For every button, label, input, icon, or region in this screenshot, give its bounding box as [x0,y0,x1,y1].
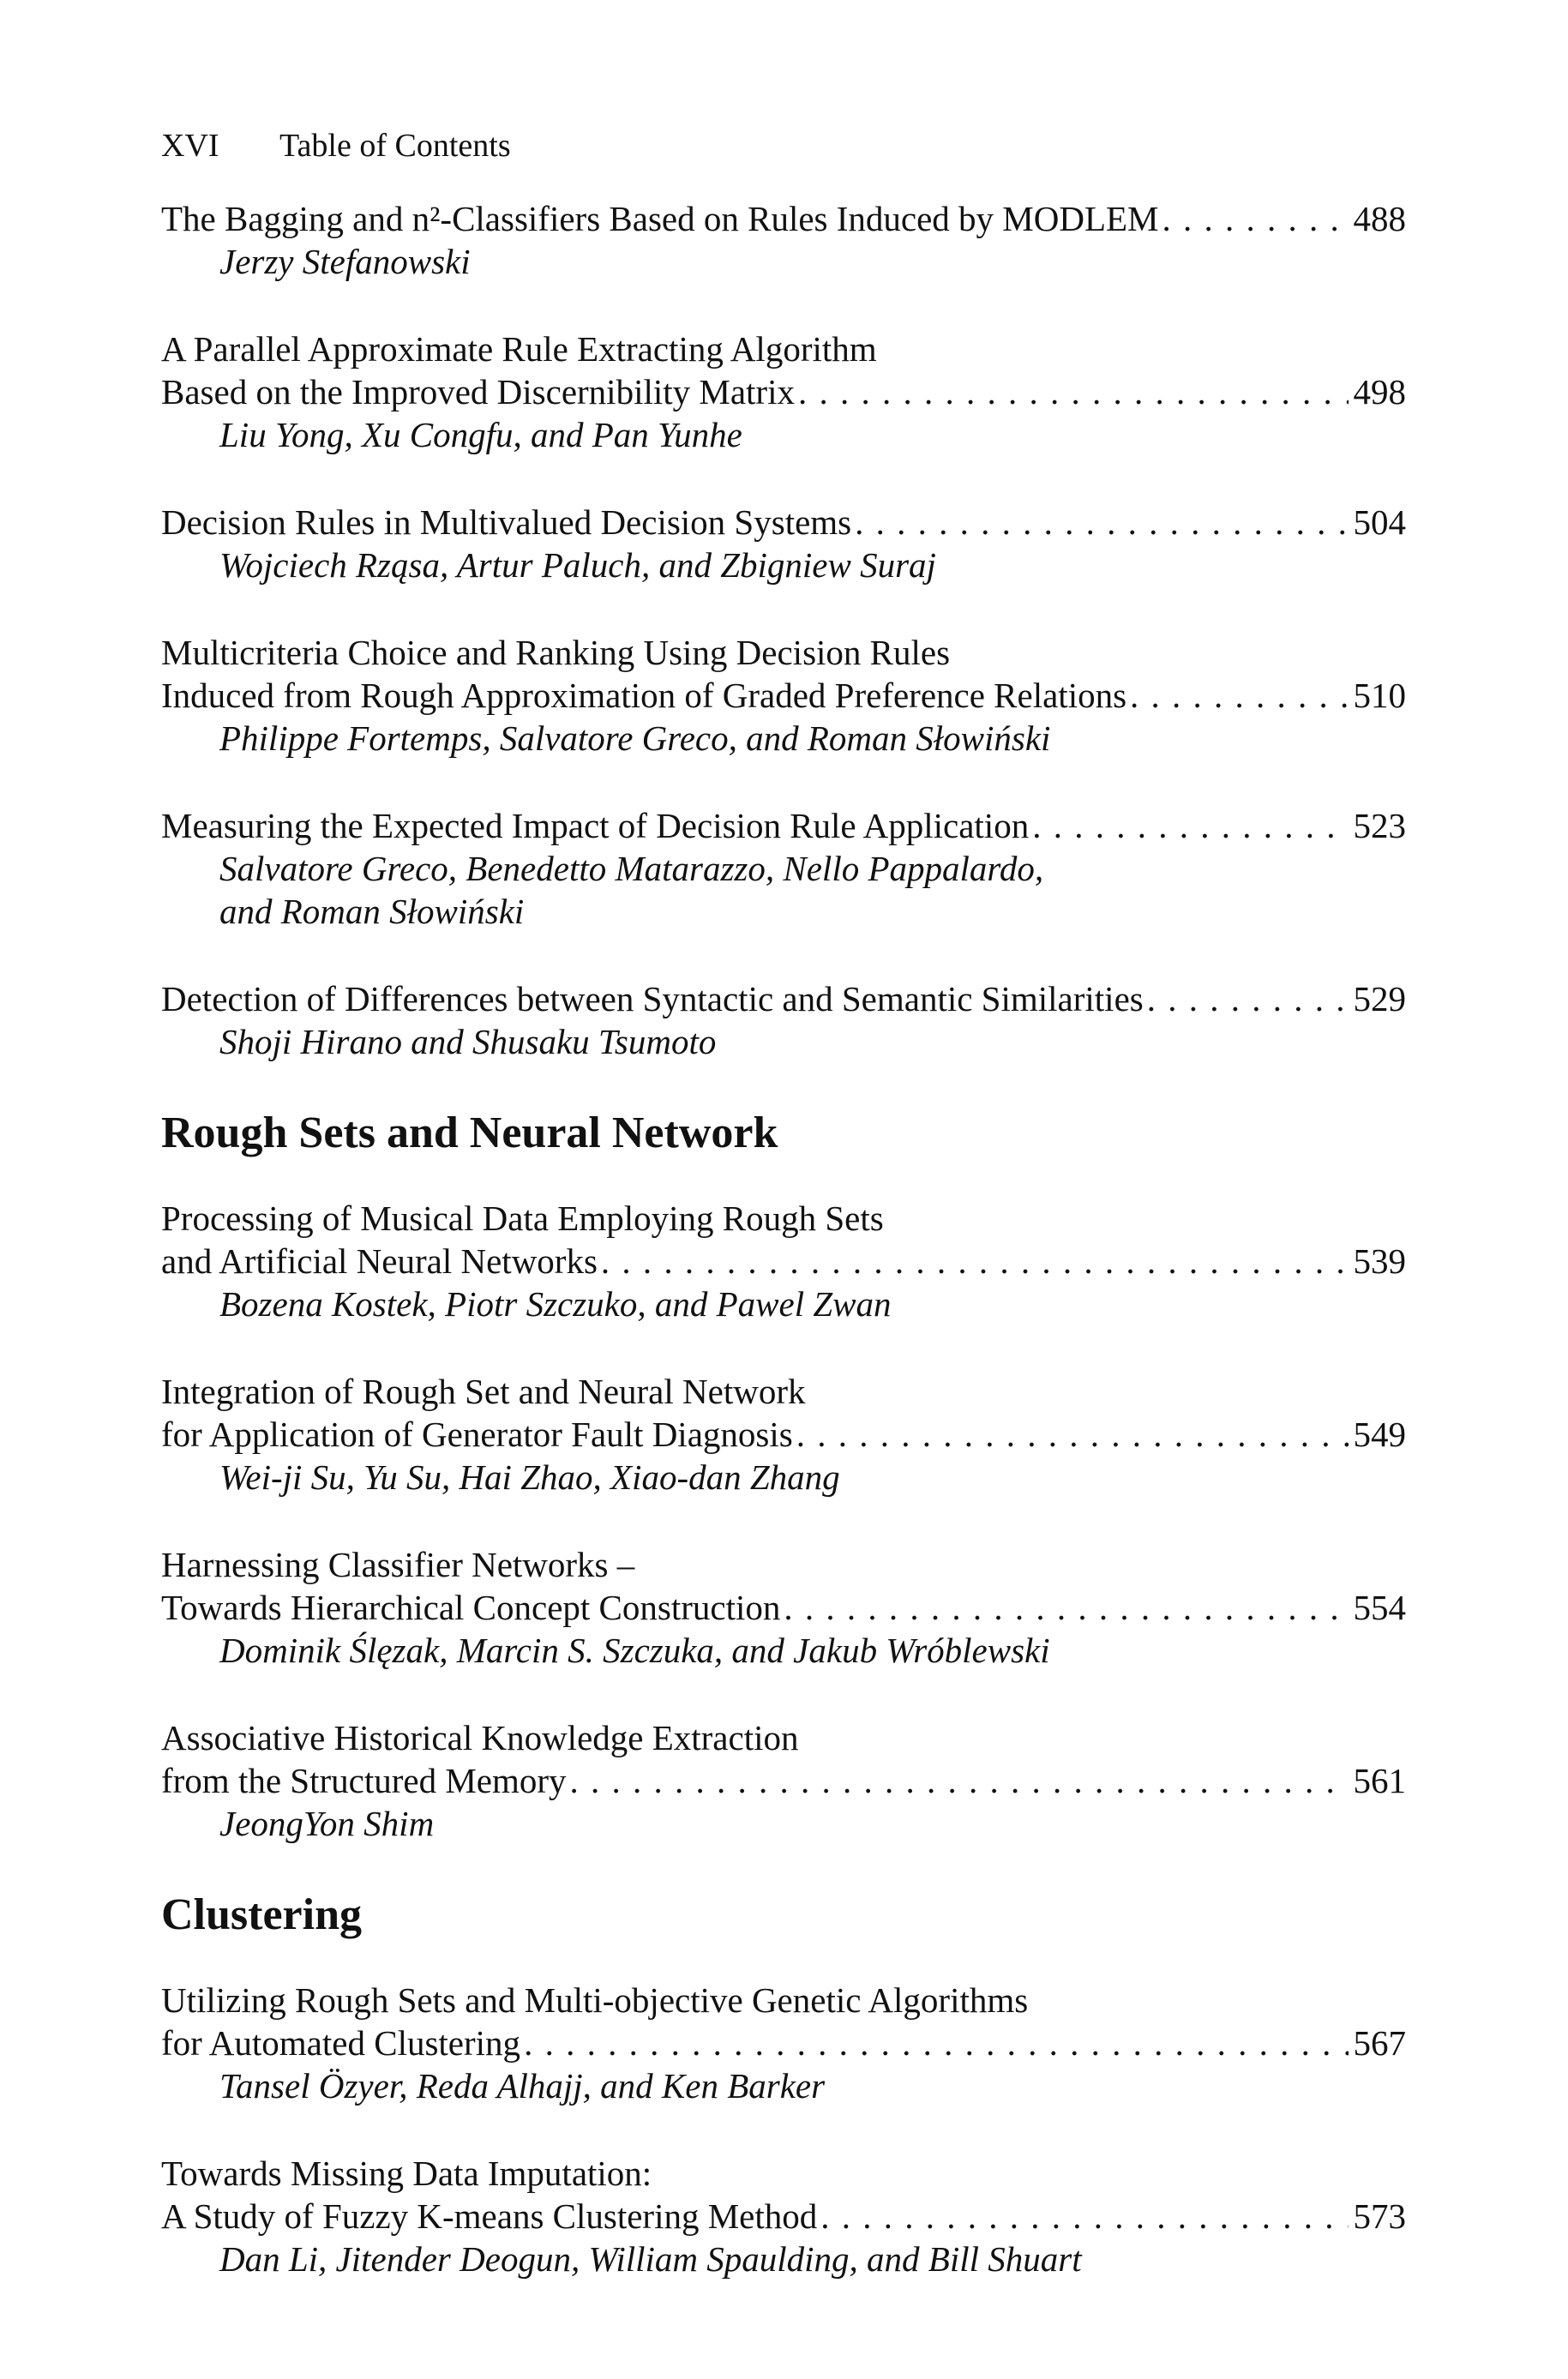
entry-authors: Shoji Hirano and Shusaku Tsumoto [219,1022,717,1061]
entry-authors: Jerzy Stefanowski [219,242,471,281]
entry-title-line [161,1543,1406,1586]
entry-title-line [161,2022,1406,2064]
entry-page-number: 504 [1353,502,1406,542]
entry-title: Integration of Rough Set and Neural Network [161,1372,806,1411]
entry-page-number: 539 [1353,1241,1406,1281]
entry-title: A Study of Fuzzy K-means Clustering Method [161,2196,818,2236]
entry-authors: Wei-ji Su, Yu Su, Hai Zhao, Xiao-dan Zhang [219,1457,840,1497]
entry-authors: Liu Yong, Xu Congfu, and Pan Yunhe [219,415,742,454]
running-title: Table of Contents [279,128,511,164]
entry-title: Measuring the Expected Impact of Decision Rule Application [161,806,1030,845]
entry-page-number: 573 [1353,2196,1406,2236]
toc-list [161,197,1406,2280]
entry-title-line [161,1586,1406,1629]
toc-entry [161,1716,1406,1845]
dot-leader [570,1759,1349,1802]
entry-title: for Application of Generator Fault Diagnosis [161,1415,793,1454]
entry-authors: Bozena Kostek, Piotr Szczuko, and Pawel Zwan [219,1284,892,1324]
toc-entry [161,804,1406,933]
entry-title: Towards Hierarchical Concept Construction [161,1588,781,1627]
entry-title: Multicriteria Choice and Ranking Using Decision Rules [161,633,951,672]
entry-title-line [161,1716,1406,1759]
entry-title-line [161,674,1406,717]
entry-title-line [161,2152,1406,2195]
entry-title: The Bagging and n²-Classifiers Based on Rules Induced by MODLEM [161,199,1159,238]
toc-entry [161,1370,1406,1499]
entry-authors: Philippe Fortemps, Salvatore Greco, and Roman Słowiński [219,718,1051,758]
entry-title-line [161,2195,1406,2238]
entry-title: Detection of Differences between Syntactic and Semantic Similarities [161,979,1144,1018]
toc-entry [161,977,1406,1063]
entry-title: A Parallel Approximate Rule Extracting Algorithm [161,329,877,369]
entry-page-number: 498 [1353,372,1406,412]
entry-authors: Salvatore Greco, Benedetto Matarazzo, Nello Pappalardo, [219,849,1044,888]
entry-page-number: 488 [1353,199,1406,238]
dot-leader [1032,804,1348,847]
toc-entry [161,1543,1406,1672]
entry-page-number: 549 [1353,1415,1406,1454]
section-heading: Rough Sets and Neural Network [161,1108,778,1157]
entry-title: Associative Historical Knowledge Extraction [161,1718,799,1757]
entry-title: and Artificial Neural Networks [161,1241,598,1281]
entry-page-number: 567 [1353,2023,1406,2063]
dot-leader [1130,674,1348,717]
toc-entry [161,2152,1406,2280]
entry-title: from the Structured Memory [161,1761,567,1800]
entry-title-line [161,1370,1406,1413]
dot-leader [820,2195,1348,2238]
toc-page [161,120,1406,2325]
toc-entry [161,501,1406,586]
dot-leader [1147,977,1349,1020]
entry-authors: Dan Li, Jitender Deogun, William Spaulding, and Bill Shuart [219,2239,1082,2279]
dot-leader [1162,197,1349,240]
entry-title: Harnessing Classifier Networks – [161,1545,635,1584]
entry-title: Induced from Rough Approximation of Graded Preference Relations [161,676,1127,715]
entry-page-number: 510 [1353,676,1406,715]
entry-title-line [161,1240,1406,1283]
entry-title: Utilizing Rough Sets and Multi-objective Genetic Algorithms [161,1980,1029,2020]
entry-title-line [161,370,1406,413]
dot-leader [855,501,1348,544]
entry-title-line [161,977,1406,1020]
entry-title-line [161,197,1406,240]
entry-title-line [161,501,1406,544]
entry-title-line [161,804,1406,847]
entry-authors: Dominik Ślęzak, Marcin S. Szczuka, and Jakub Wróblewski [219,1631,1050,1670]
dot-leader [796,1413,1349,1456]
dot-leader [524,2022,1348,2064]
running-head [161,120,1406,171]
toc-entry [161,631,1406,760]
entry-authors: Tansel Özyer, Reda Alhajj, and Ken Barker [219,2066,826,2106]
entry-page-number: 523 [1353,806,1406,845]
entry-page-number: 554 [1353,1588,1406,1627]
toc-entry [161,1197,1406,1325]
entry-title-line [161,631,1406,674]
entry-title-line [161,1197,1406,1240]
entry-title: Towards Missing Data Imputation: [161,2154,652,2193]
toc-entry [161,1979,1406,2107]
entry-authors: JeongYon Shim [219,1804,435,1843]
entry-page-number: 529 [1353,979,1406,1018]
entry-authors: and Roman Słowiński [219,892,525,931]
entry-title: Based on the Improved Discernibility Matrix [161,372,795,412]
page-number: XVI [161,128,219,164]
dot-leader [601,1240,1349,1283]
entry-title-line [161,1979,1406,2022]
entry-title-line [161,327,1406,370]
section-heading: Clustering [161,1890,362,1939]
entry-title-line [161,1759,1406,1802]
toc-entry [161,327,1406,456]
entry-title: Decision Rules in Multivalued Decision Systems [161,502,852,542]
entry-page-number: 561 [1353,1761,1406,1800]
entry-authors: Wojciech Rząsa, Artur Paluch, and Zbigniew Suraj [219,545,936,585]
entry-title: Processing of Musical Data Employing Rough Sets [161,1199,884,1238]
dot-leader [784,1586,1348,1629]
toc-entry [161,197,1406,283]
entry-title: for Automated Clustering [161,2023,521,2063]
entry-title-line [161,1413,1406,1456]
dot-leader [798,370,1349,413]
